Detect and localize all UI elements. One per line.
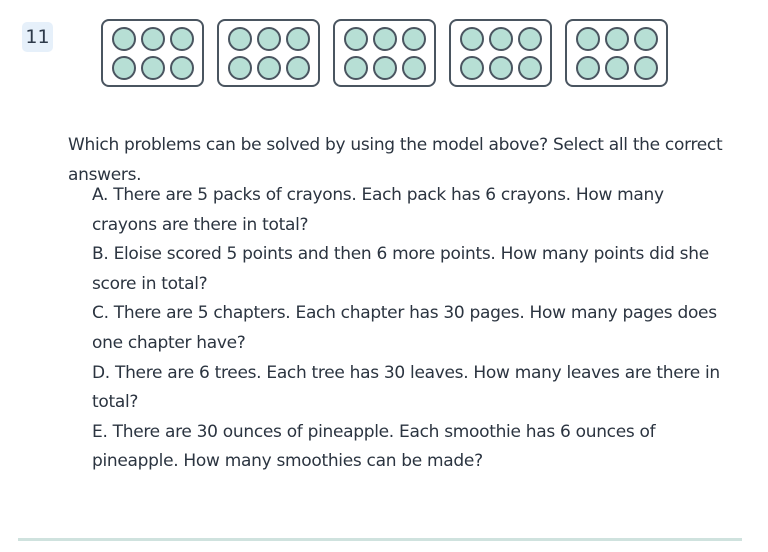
circle-dot (257, 56, 281, 80)
circle-dot (112, 27, 136, 51)
circle-dot (373, 27, 397, 51)
circle-dot (489, 27, 513, 51)
circle-dot (141, 27, 165, 51)
circle-dot (518, 56, 542, 80)
pack-box (217, 19, 320, 87)
circle-dot (286, 27, 310, 51)
choice-d[interactable]: D. There are 6 trees. Each tree has 30 leaves. How many leaves are there in total? (92, 362, 720, 413)
circle-dot (141, 56, 165, 80)
circle-dot (286, 56, 310, 80)
circle-dot (402, 27, 426, 51)
circle-dot (460, 27, 484, 51)
circle-dot (402, 56, 426, 80)
circle-dot (344, 56, 368, 80)
circle-dot (257, 27, 281, 51)
pack-box (101, 19, 204, 87)
circle-dot (373, 56, 397, 80)
question-prompt: Which problems can be solved by using the model above? Select all the correct answers. (68, 135, 723, 185)
circle-dot (605, 27, 629, 51)
choice-e[interactable]: E. There are 30 ounces of pineapple. Each smoothie has 6 ounces of pineapple. How many smoothies can be made? (92, 421, 656, 472)
circle-dot (605, 56, 629, 80)
circle-dot (576, 27, 600, 51)
choice-b[interactable]: B. Eloise scored 5 points and then 6 more points. How many points did she score in total? (92, 244, 709, 294)
answer-choices (92, 181, 732, 477)
circle-dot (518, 27, 542, 51)
pack-box (449, 19, 552, 87)
circle-dot (634, 56, 658, 80)
circle-dot (228, 56, 252, 80)
circle-dot (576, 56, 600, 80)
circle-dot (634, 27, 658, 51)
circle-dot (344, 27, 368, 51)
circle-dot (460, 56, 484, 80)
circle-dot (228, 27, 252, 51)
circle-dot (112, 56, 136, 80)
choice-c[interactable]: C. There are 5 chapters. Each chapter has 30 pages. How many pages does one chapter have? (92, 303, 717, 353)
circle-dot (489, 56, 513, 80)
choice-a[interactable]: A. There are 5 packs of crayons. Each pack has 6 crayons. How many crayons are there in total? (92, 185, 664, 235)
array-model (101, 19, 668, 87)
pack-box (333, 19, 436, 87)
circle-dot (170, 56, 194, 80)
circle-dot (170, 27, 194, 51)
divider (18, 538, 742, 541)
pack-box (565, 19, 668, 87)
question-number-badge: 11 (22, 22, 53, 52)
